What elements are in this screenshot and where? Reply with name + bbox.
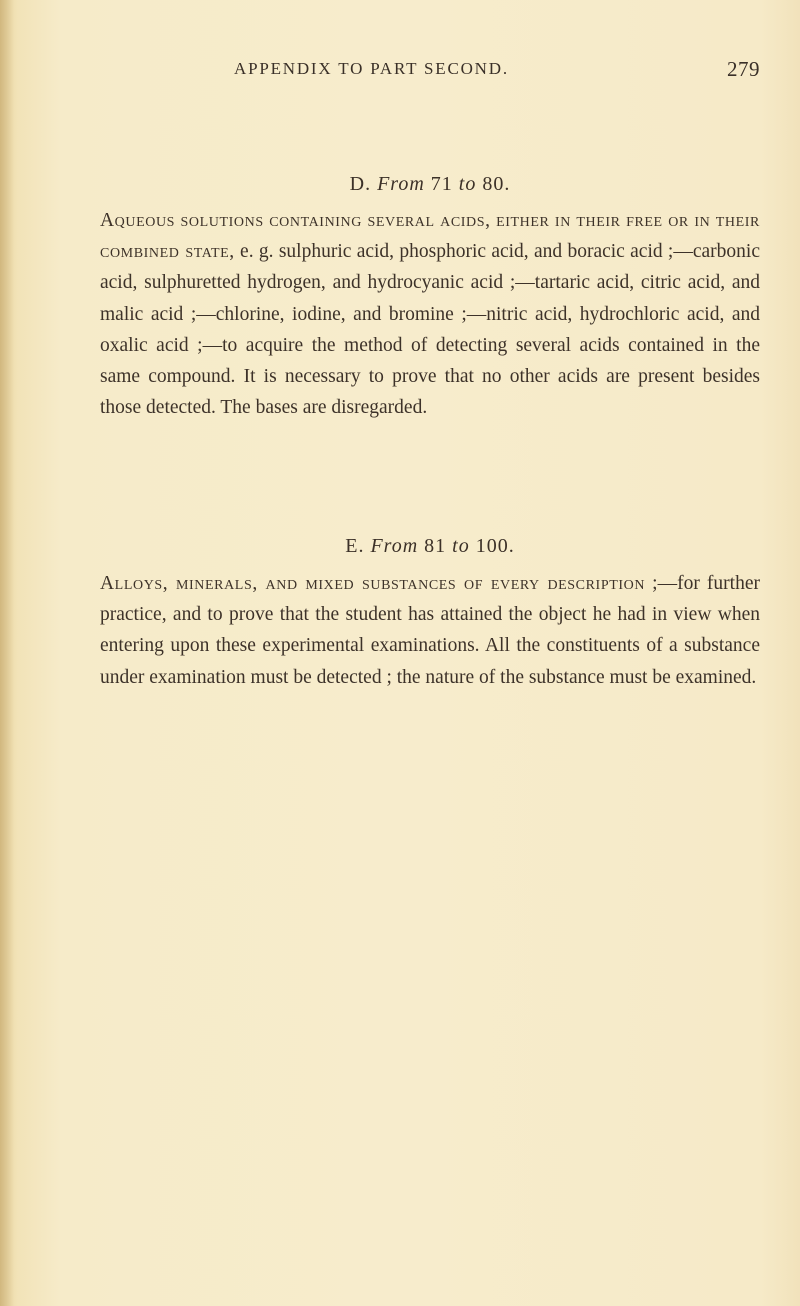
to-word: to (452, 535, 470, 557)
section-d-body (100, 205, 760, 423)
section-letter: D. (349, 173, 372, 195)
paragraph-text: e. g. sulphuric acid, phosphoric acid, and boracic acid ;—carbonic acid, sulphuretted hydrogen, and hydrocyanic acid ;—tartaric acid, citric acid, and malic acid ;—chlorine, iodine, and bromine ;—nitric acid, hydrochloric acid, and oxalic acid ;—to acquire the method of detecting several acids contained in the same compound. It is necessary to prove that no other acids are present besides those detected. The bases are disregarded. (100, 241, 760, 419)
paragraph-text: ;—for further practice, and to prove that the student has attained the object he had in view when entering upon these experimental examinations. All the constituents of a substance under examination must be detected ; the nature of the substance must be examined. (100, 573, 760, 688)
binding-gutter-shadow (0, 0, 14, 1306)
range-end: 80. (482, 173, 511, 195)
from-word: From (377, 173, 425, 195)
section-e-heading (100, 531, 760, 561)
running-title: APPENDIX TO PART SECOND. (234, 59, 509, 78)
from-word: From (370, 535, 419, 557)
section-paragraph (100, 205, 760, 423)
to-word: to (458, 173, 477, 195)
range-end: 100. (475, 535, 515, 557)
paragraph-lead: Alloys, minerals, and mixed substances of every description (100, 573, 646, 594)
section-e-body (100, 568, 760, 693)
page-number: 279 (727, 57, 760, 81)
paragraph-lead: Aqueous solutions containing several acids, either in their free or in their combined state, (100, 210, 760, 263)
section-d-heading (100, 169, 760, 199)
running-head (100, 59, 760, 87)
section-letter: E. (345, 535, 365, 557)
section-paragraph (100, 568, 760, 693)
section-heading (100, 531, 760, 561)
section-heading (100, 169, 760, 199)
range-start: 71 (430, 173, 453, 195)
range-start: 81 (424, 535, 447, 557)
